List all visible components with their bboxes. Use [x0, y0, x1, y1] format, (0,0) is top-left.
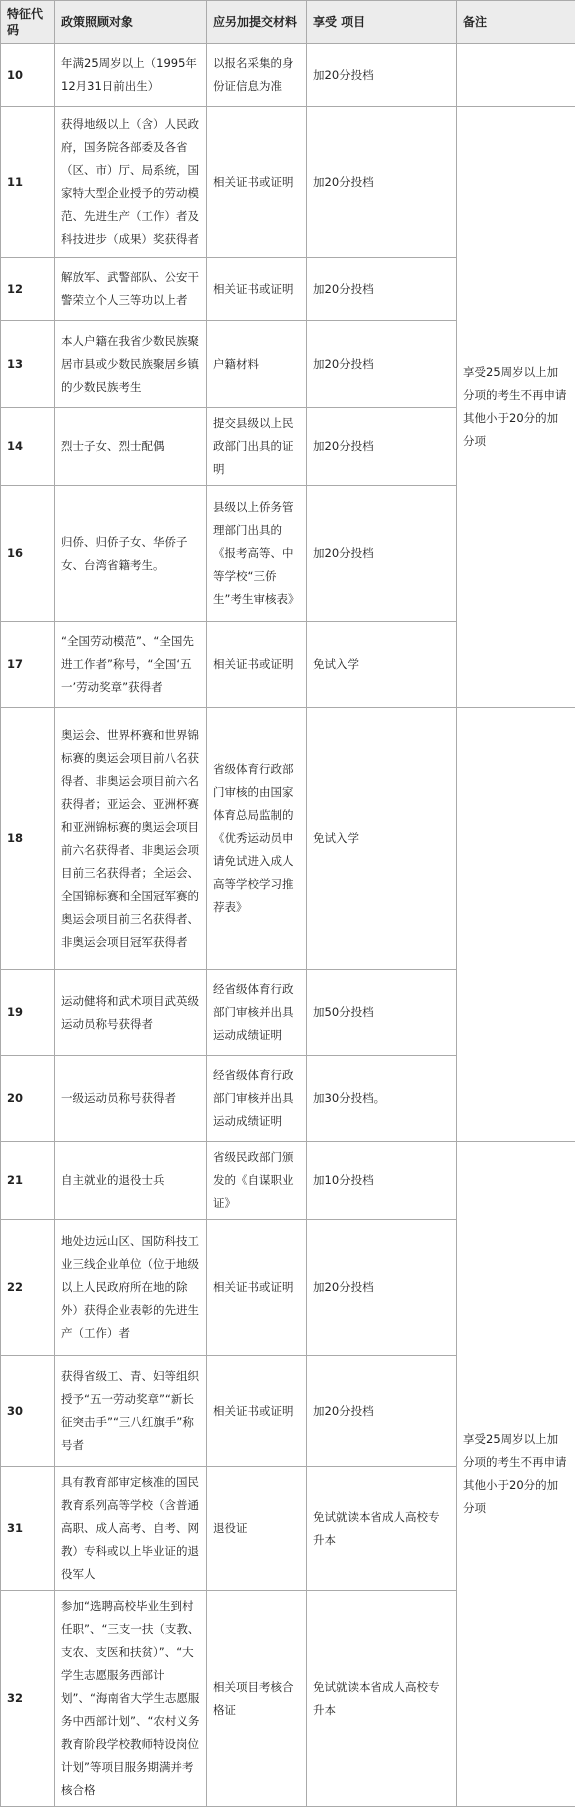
row-code: 14	[1, 408, 55, 486]
table-row	[1, 1142, 575, 1220]
row-material: 经省级体育行政部门审核并出具运动成绩证明	[207, 970, 307, 1056]
row-target: 参加“选聘高校毕业生到村任职”、“三支一扶（支教、支农、支医和扶贫）”、“大学生志愿服务西部计划”、“海南省大学生志愿服务中西部计划”、“农村义务教育阶段学校教师特设岗位计划”等项目服务期满并考核合格	[55, 1591, 207, 1807]
row-benefit: 免试就读本省成人高校专升本	[307, 1467, 457, 1591]
row-target: 本人户籍在我省少数民族聚居市县或少数民族聚居乡镇的少数民族考生	[55, 321, 207, 408]
row-benefit: 加20分投档	[307, 408, 457, 486]
row-benefit: 加20分投档	[307, 486, 457, 622]
row-note-empty	[457, 44, 575, 107]
row-code: 17	[1, 622, 55, 708]
row-note: 享受25周岁以上加分项的考生不再申请其他小于20分的加分项	[457, 107, 575, 708]
row-target: 地处边远山区、国防科技工业三线企业单位（位于地级以上人民政府所在地的除外）获得企业表彰的先进生产（工作）者	[55, 1220, 207, 1356]
header-code: 特征代码	[1, 1, 55, 44]
row-target: 具有教育部审定核准的国民教育系列高等学校（含普通高职、成人高考、自考、网教）专科或以上毕业证的退役军人	[55, 1467, 207, 1591]
header-row	[1, 1, 575, 44]
row-benefit: 加20分投档	[307, 321, 457, 408]
table-row	[1, 708, 575, 970]
header-material: 应另加提交材料	[207, 1, 307, 44]
row-material: 相关证书或证明	[207, 1356, 307, 1467]
row-benefit: 加30分投档。	[307, 1056, 457, 1142]
row-benefit: 免试就读本省成人高校专升本	[307, 1591, 457, 1807]
row-target: 一级运动员称号获得者	[55, 1056, 207, 1142]
row-target: 获得省级工、青、妇等组织授予“五一劳动奖章”“新长征突击手”“三八红旗手”称号者	[55, 1356, 207, 1467]
row-material: 相关证书或证明	[207, 1220, 307, 1356]
row-code: 22	[1, 1220, 55, 1356]
table-body	[1, 44, 575, 1807]
row-target: 归侨、归侨子女、华侨子女、台湾省籍考生。	[55, 486, 207, 622]
row-benefit: 免试入学	[307, 708, 457, 970]
row-benefit: 加50分投档	[307, 970, 457, 1056]
row-code: 20	[1, 1056, 55, 1142]
table-row	[1, 1056, 575, 1142]
row-code: 12	[1, 258, 55, 321]
table-header	[1, 1, 575, 44]
row-target: 获得地级以上（含）人民政府，国务院各部委及各省（区、市）厅、局系统，国家特大型企业授予的劳动模范、先进生产（工作）者及科技进步（成果）奖获得者	[55, 107, 207, 258]
row-material: 省级体育行政部门审核的由国家体育总局监制的《优秀运动员申请免试进入成人高等学校学习推荐表》	[207, 708, 307, 970]
row-benefit: 加20分投档	[307, 44, 457, 107]
row-benefit: 加20分投档	[307, 258, 457, 321]
row-code: 16	[1, 486, 55, 622]
row-target: 解放军、武警部队、公安干警荣立个人三等功以上者	[55, 258, 207, 321]
table-row	[1, 44, 575, 107]
row-material: 相关项目考核合格证	[207, 1591, 307, 1807]
table-row	[1, 970, 575, 1056]
row-material: 经省级体育行政部门审核并出具运动成绩证明	[207, 1056, 307, 1142]
row-benefit: 加20分投档	[307, 107, 457, 258]
row-target: 自主就业的退役士兵	[55, 1142, 207, 1220]
row-target: 运动健将和武术项目武英级运动员称号获得者	[55, 970, 207, 1056]
row-target: 烈士子女、烈士配偶	[55, 408, 207, 486]
header-target: 政策照顾对象	[55, 1, 207, 44]
row-material: 提交县级以上民政部门出具的证明	[207, 408, 307, 486]
header-note: 备注	[457, 1, 575, 44]
row-material: 相关证书或证明	[207, 622, 307, 708]
row-code: 19	[1, 970, 55, 1056]
row-material: 退役证	[207, 1467, 307, 1591]
row-material: 户籍材料	[207, 321, 307, 408]
row-benefit: 加20分投档	[307, 1220, 457, 1356]
header-benefit: 享受 项目	[307, 1, 457, 44]
row-target: 年满25周岁以上（1995年12月31日前出生）	[55, 44, 207, 107]
row-material: 省级民政部门颁发的《自谋职业证》	[207, 1142, 307, 1220]
row-material: 县级以上侨务管理部门出具的《报考高等、中等学校“三侨生”考生审核表》	[207, 486, 307, 622]
row-code: 13	[1, 321, 55, 408]
row-code: 21	[1, 1142, 55, 1220]
row-target: “全国劳动模范”、“全国先进工作者”称号，“全国‘五一’劳动奖章”获得者	[55, 622, 207, 708]
row-material: 相关证书或证明	[207, 258, 307, 321]
row-material: 以报名采集的身份证信息为准	[207, 44, 307, 107]
table-row	[1, 107, 575, 258]
row-note: 享受25周岁以上加分项的考生不再申请其他小于20分的加分项	[457, 1142, 575, 1807]
row-benefit: 加10分投档	[307, 1142, 457, 1220]
row-code: 30	[1, 1356, 55, 1467]
row-target: 奥运会、世界杯赛和世界锦标赛的奥运会项目前八名获得者、非奥运会项目前六名获得者；亚运会、亚洲杯赛和亚洲锦标赛的奥运会项目前六名获得者、非奥运会项目前三名获得者；全运会、全国锦标赛和全国冠军赛的奥运会项目前三名获得者、非奥运会项目冠军获得者	[55, 708, 207, 970]
row-benefit: 免试入学	[307, 622, 457, 708]
row-code: 31	[1, 1467, 55, 1591]
row-code: 11	[1, 107, 55, 258]
row-code: 18	[1, 708, 55, 970]
row-code: 10	[1, 44, 55, 107]
row-material: 相关证书或证明	[207, 107, 307, 258]
row-benefit: 加20分投档	[307, 1356, 457, 1467]
row-code: 32	[1, 1591, 55, 1807]
